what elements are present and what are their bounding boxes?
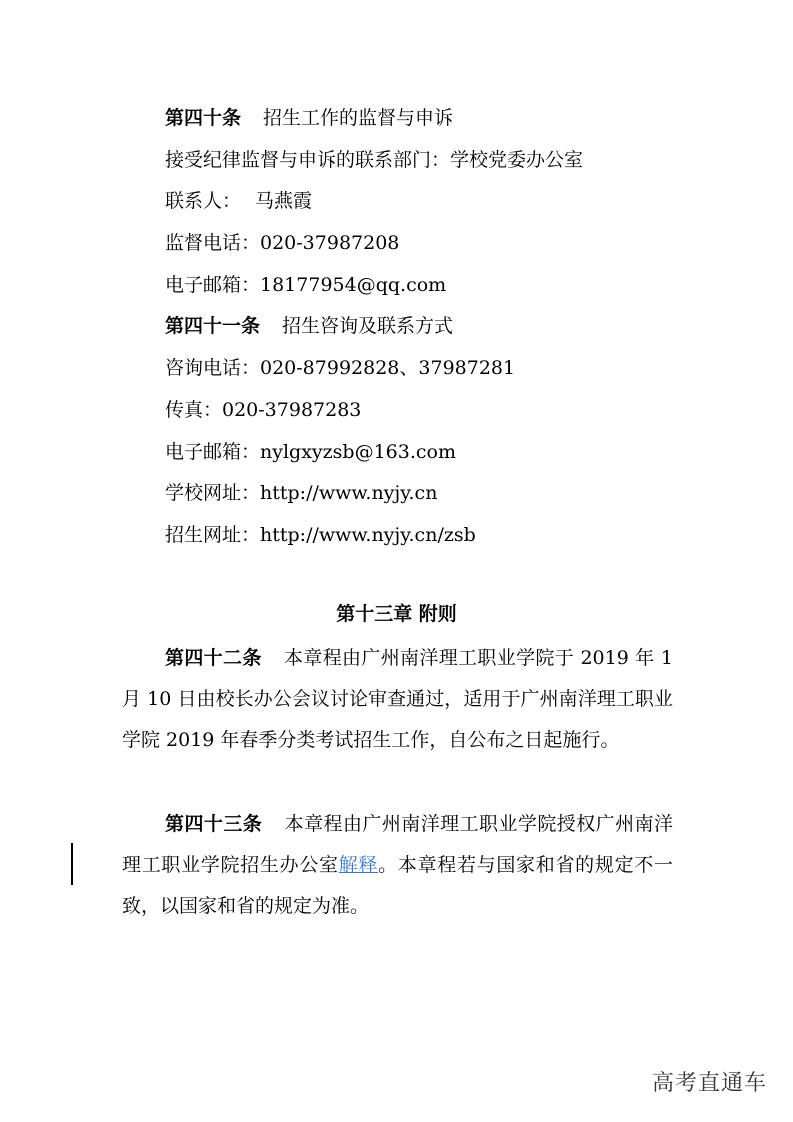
- admission-email: 电子邮箱：nylgxyzsb@163.com: [165, 441, 456, 463]
- article-43-body-after: 。本章程若与国家和省的规定不一致，以国家和省的规定为准。: [122, 854, 673, 917]
- article-40-label: 第四十条: [165, 107, 242, 129]
- school-website: 学校网址：http://www.nyjy.cn: [165, 482, 438, 504]
- chapter-13-title: 第十三章 附则: [336, 603, 457, 625]
- article-43-paragraph: [122, 804, 673, 927]
- watermark-logo-text: 高考直通车: [651, 1071, 767, 1096]
- interpretation-link[interactable]: 解释: [338, 854, 379, 876]
- contact-person-label: 联系人：: [165, 190, 242, 212]
- article-41-label: 第四十一条: [165, 315, 261, 337]
- article-40-heading: [165, 106, 453, 130]
- article-43-body-before: 本章程由广州南洋理工职业学院授权广州南洋理工职业学院招生办公室: [122, 813, 673, 876]
- revision-change-bar: [71, 843, 73, 885]
- supervision-email: 电子邮箱：18177954@qq.com: [165, 274, 447, 296]
- article-40-title: 招生工作的监督与申诉: [263, 107, 454, 129]
- article-42-paragraph: [122, 638, 673, 761]
- article-41-heading: [165, 314, 453, 338]
- article-41-title: 招生咨询及联系方式: [282, 315, 454, 337]
- article-43-label: 第四十三条: [165, 813, 263, 835]
- admission-website: 招生网址：http://www.nyjy.cn/zsb: [165, 524, 476, 546]
- fax-number: 传真：020-37987283: [165, 399, 362, 421]
- article-42-label: 第四十二条: [165, 647, 262, 669]
- contact-person: [165, 189, 312, 213]
- supervision-phone: 监督电话：020-37987208: [165, 232, 400, 254]
- consult-phone: 咨询电话：020-87992828、37987281: [165, 357, 516, 379]
- contact-person-name: 马燕霞: [255, 190, 313, 212]
- complaint-department: 接受纪律监督与申诉的联系部门：学校党委办公室: [165, 149, 584, 171]
- article-42-body: 本章程由广州南洋理工职业学院于 2019 年 1 月 10 日由校长办公会议讨论审查通过，适用于广州南洋理工职业学院 2019 年春季分类考试招生工作，自公布之日起施行。: [122, 647, 673, 751]
